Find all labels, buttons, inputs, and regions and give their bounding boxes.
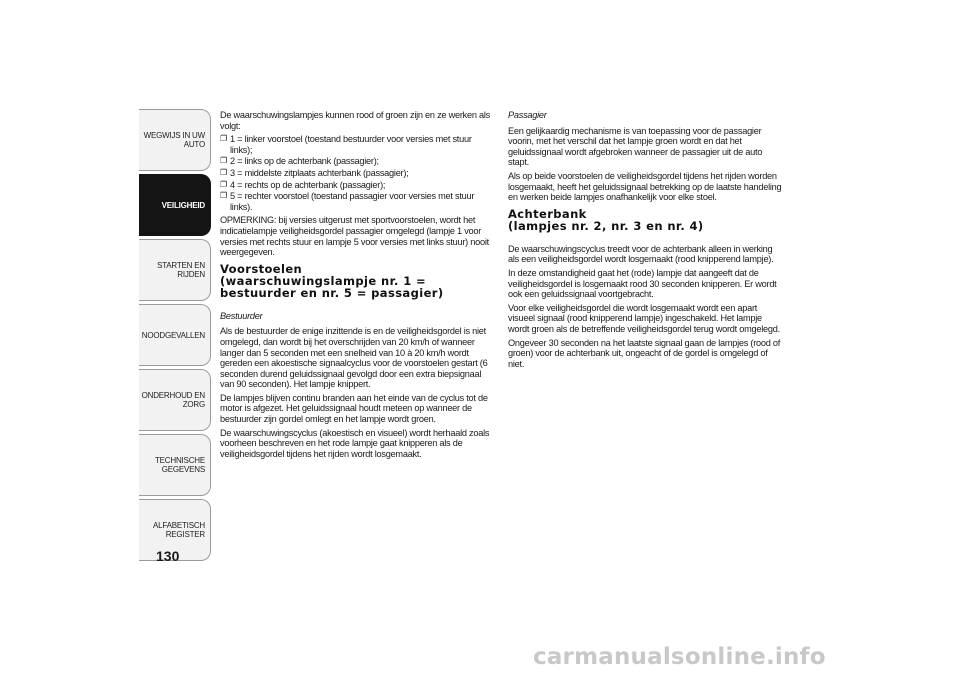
page-number: 130 bbox=[156, 548, 180, 564]
subheading-passagier: Passagier bbox=[508, 110, 547, 120]
list-item: ❐ 4 = rechts op de achterbank (passagier); bbox=[220, 179, 386, 190]
list-item: ❐ 5 = rechter voorstoel (toestand passagier voor versies met stuur links). bbox=[220, 191, 475, 212]
paragraph: Ongeveer 30 seconden na het laatste signaal gaan de lampjes (rood of groen) voor de achterbank uit, ongeacht of de gordel is omgelegd of niet. bbox=[508, 337, 781, 369]
intro-paragraph: De waarschuwingslampjes kunnen rood of groen zijn en ze werken als volgt: bbox=[220, 110, 490, 131]
tab-technische-gegevens[interactable]: TECHNISCHE GEGEVENS bbox=[139, 434, 211, 496]
checkbox-bullet-icon: ❐ bbox=[220, 179, 227, 189]
paragraph: De waarschuwingscyclus treedt voor de achterbank alleen in werking als een veiligheidsgordel wordt losgemaakt (rood knipperend lampje). bbox=[508, 243, 774, 265]
tab-starten-en-rijden[interactable]: STARTEN EN RIJDEN bbox=[139, 239, 211, 301]
paragraph: Als op beide voorstoelen de veiligheidsgordel tijdens het rijden worden losgemaakt, heeft het geluidssignaal betrekking op de laatste handeling en werken beide lampjes onafhankelijk voor elke stoel. bbox=[508, 170, 782, 203]
seat-lamp-list bbox=[220, 134, 495, 212]
paragraph: Als de bestuurder de enige inzittende is en de veiligheidsgordel is niet omgelegd, dan wordt bij het overschrijden van 20 km/h of wanneer langer dan 5 seconden met een snelheid van 10 à 20 km/h wordt gereden een akoestische signaalcyclus voor de voorstoelen gestart (6 seconden durend geluidssignaal gevolgd door een extra biepsignaal van 90 seconden). Het lampje knippert. bbox=[220, 326, 488, 390]
paragraph: In deze omstandigheid gaat het (rode) lampje dat aangeeft dat de veiligheidsgordel is losgemaakt rood 30 seconden knipperen. Er wordt ook een geluidssignaal voortgebracht. bbox=[508, 267, 777, 300]
checkbox-bullet-icon: ❐ bbox=[220, 156, 227, 166]
tab-veiligheid[interactable]: VEILIGHEID bbox=[139, 174, 211, 236]
tab-noodgevallen[interactable]: NOODGEVALLEN bbox=[139, 304, 211, 366]
subheading-bestuurder: Bestuurder bbox=[220, 310, 263, 321]
tab-onderhoud-en-zorg[interactable]: ONDERHOUD EN ZORG bbox=[139, 369, 211, 431]
list-item: ❐ 2 = links op de achterbank (passagier); bbox=[220, 156, 379, 167]
note-paragraph: OPMERKING: bij versies uitgerust met sportvoorstoelen, wordt het indicatielampje veiligheidsgordel passagier omgelegd (lampje 1 voor versies met rechts stuur en lampje 5 voor versies met links stuur) nooit weergegeven. bbox=[220, 215, 489, 258]
checkbox-bullet-icon: ❐ bbox=[220, 134, 227, 144]
paragraph: De waarschuwingscyclus (akoestisch en visueel) wordt herhaald zoals voorheen beschreven en het rode lampje gaat knipperen als de veiligheidsgordel tijdens het rijden wordt losgemaakt. bbox=[220, 427, 490, 459]
list-item: ❐ 3 = middelste zitplaats achterbank (passagier); bbox=[220, 167, 409, 178]
paragraph: Een gelijkaardig mechanisme is van toepassing voor de passagier voorin, met het verschil dat het lampje groen wordt en dat het geluidssignaal wordt afgebroken wanneer de passagier uit de auto stapt. bbox=[508, 125, 763, 168]
checkbox-bullet-icon: ❐ bbox=[220, 167, 227, 177]
section-heading-achterbank: Achterbank (lampjes nr. 2, nr. 3 en nr. 4) bbox=[508, 206, 704, 233]
section-tabs bbox=[139, 106, 211, 561]
watermark: carmanualsonline.info bbox=[533, 644, 826, 670]
right-column bbox=[508, 110, 783, 372]
checkbox-bullet-icon: ❐ bbox=[220, 191, 227, 201]
section-heading-voorstoelen: Voorstoelen (waarschuwingslampje nr. 1 = bestuurder en nr. 5 = passagier) bbox=[220, 261, 444, 300]
list-item: ❐ 1 = linker voorstoel (toestand bestuurder voor versies met stuur links); bbox=[220, 134, 472, 155]
paragraph: De lampjes blijven continu branden aan het einde van de cyclus tot de motor is afgezet. Het geluidssignaal houdt meteen op wanneer de bestuurder zijn gordel omlegt en het lampje wordt groen. bbox=[220, 392, 488, 425]
tab-alfabetisch-register[interactable]: ALFABETISCH REGISTER bbox=[139, 499, 211, 561]
tab-wegwijs-in-uw-auto[interactable]: WEGWIJS IN UW AUTO bbox=[139, 109, 211, 171]
paragraph: Voor elke veiligheidsgordel die wordt losgemaakt wordt een apart visueel signaal (rood knipperend lampje) ingeschakeld. Het lampje wordt groen als de betreffende veiligheidsgordel terug wordt omgelegd. bbox=[508, 302, 780, 334]
left-column bbox=[220, 110, 495, 462]
